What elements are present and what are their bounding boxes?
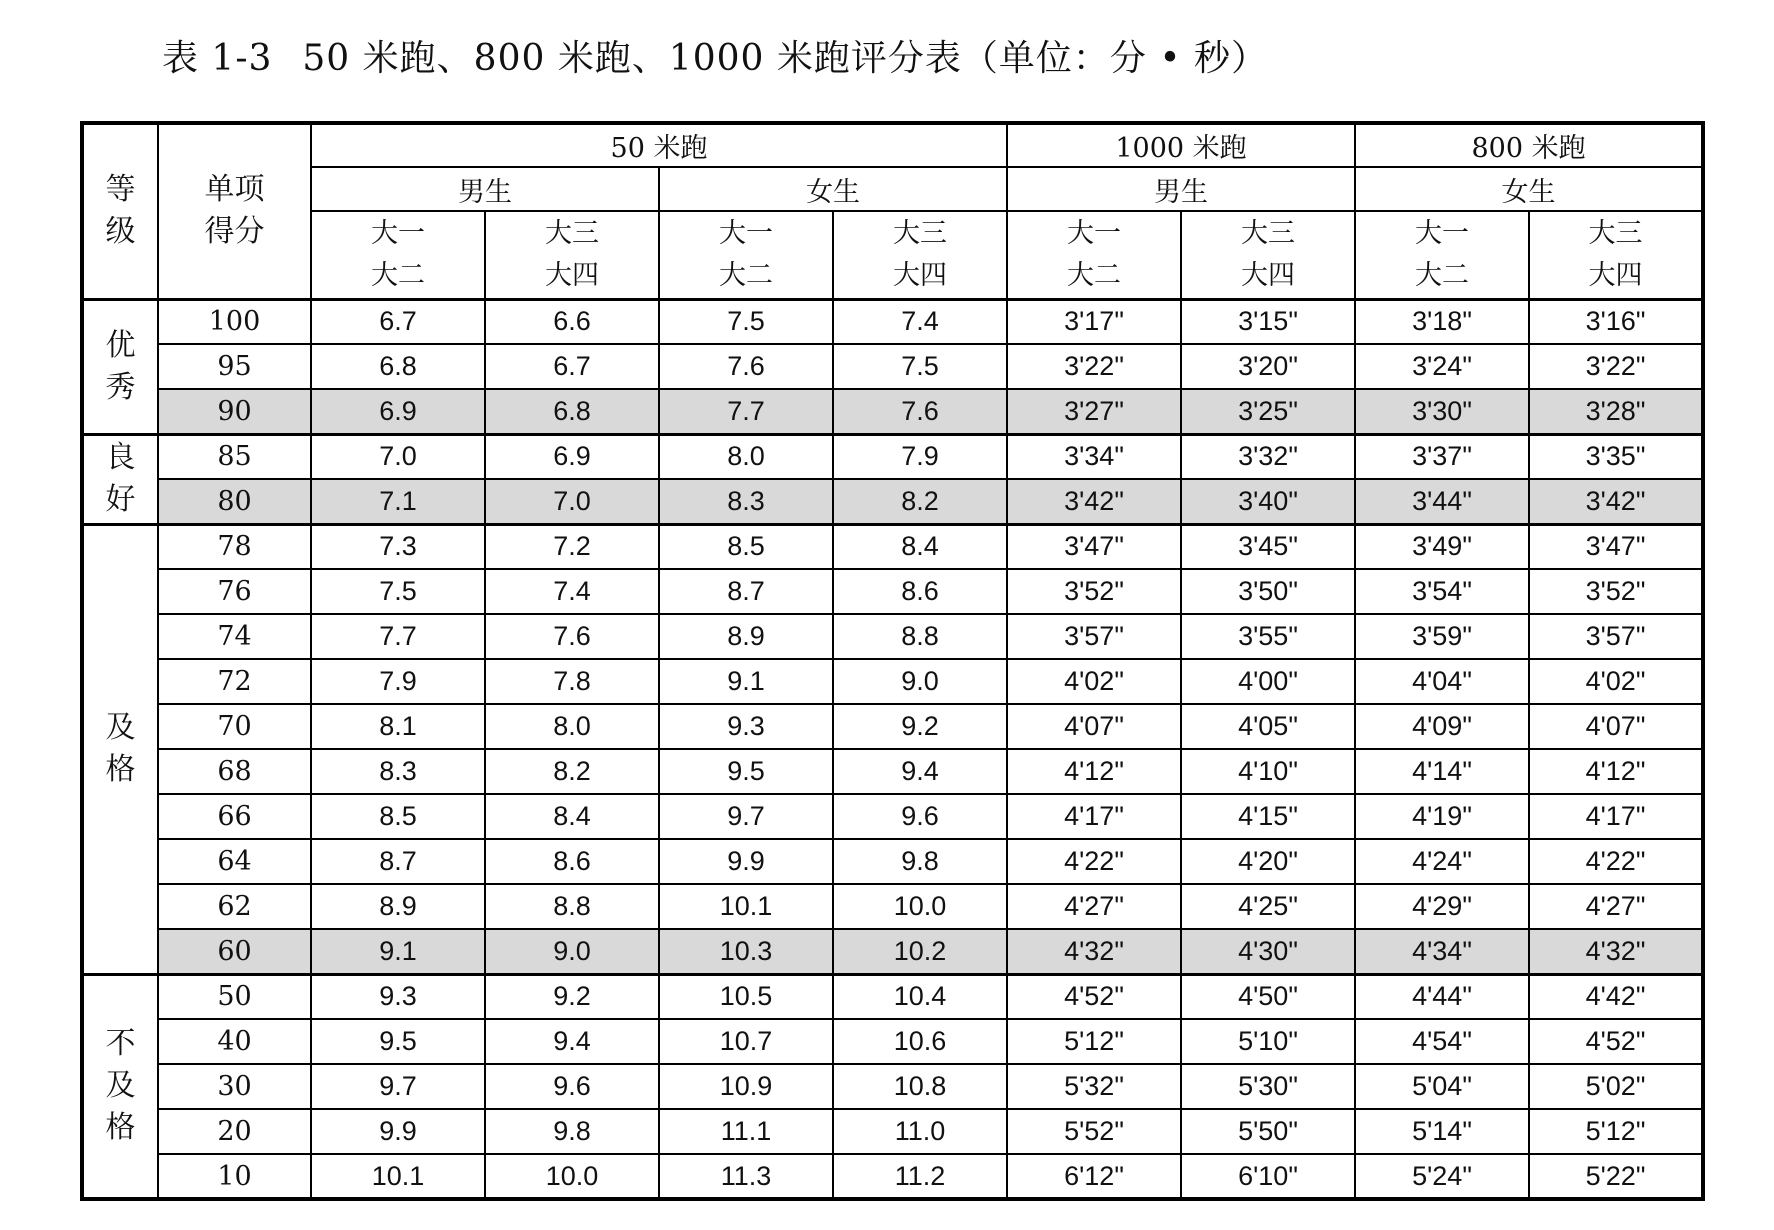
value-cell: 4'02" <box>1529 659 1703 704</box>
table-row <box>82 749 1703 794</box>
value-cell: 7.0 <box>485 479 659 524</box>
header-year-group: 大一 大二 <box>1355 211 1529 299</box>
value-cell: 8.4 <box>485 794 659 839</box>
value-cell: 3'50" <box>1181 569 1355 614</box>
value-cell: 7.6 <box>833 389 1007 434</box>
value-cell: 9.8 <box>833 839 1007 884</box>
score-cell: 74 <box>158 614 311 659</box>
value-cell: 3'20" <box>1181 344 1355 389</box>
value-cell: 8.2 <box>833 479 1007 524</box>
value-cell: 8.2 <box>485 749 659 794</box>
value-cell: 7.2 <box>485 524 659 569</box>
value-cell: 3'32" <box>1181 434 1355 479</box>
table-title: 50 米跑、800 米跑、1000 米跑评分表（单位：分 • 秒） <box>302 38 1268 79</box>
value-cell: 7.5 <box>311 569 485 614</box>
value-cell: 4'50" <box>1181 974 1355 1019</box>
value-cell: 4'02" <box>1007 659 1181 704</box>
value-cell: 8.4 <box>833 524 1007 569</box>
table-row <box>82 1019 1703 1064</box>
score-cell: 80 <box>158 479 311 524</box>
header-year-group: 大一 大二 <box>311 211 485 299</box>
value-cell: 3'37" <box>1355 434 1529 479</box>
value-cell: 5'30" <box>1181 1064 1355 1109</box>
value-cell: 11.1 <box>659 1109 833 1154</box>
value-cell: 5'14" <box>1355 1109 1529 1154</box>
value-cell: 9.9 <box>311 1109 485 1154</box>
value-cell: 3'34" <box>1007 434 1181 479</box>
score-cell: 50 <box>158 974 311 1019</box>
value-cell: 3'28" <box>1529 389 1703 434</box>
value-cell: 6'12" <box>1007 1154 1181 1199</box>
header-year-group: 大一 大二 <box>659 211 833 299</box>
value-cell: 10.8 <box>833 1064 1007 1109</box>
table-row <box>82 434 1703 479</box>
value-cell: 8.1 <box>311 704 485 749</box>
value-cell: 8.6 <box>485 839 659 884</box>
value-cell: 8.6 <box>833 569 1007 614</box>
score-table <box>80 121 1705 1201</box>
value-cell: 7.9 <box>833 434 1007 479</box>
value-cell: 3'18" <box>1355 299 1529 344</box>
value-cell: 4'09" <box>1355 704 1529 749</box>
value-cell: 3'40" <box>1181 479 1355 524</box>
table-row <box>82 614 1703 659</box>
value-cell: 10.2 <box>833 929 1007 974</box>
value-cell: 4'22" <box>1529 839 1703 884</box>
score-cell: 78 <box>158 524 311 569</box>
header-year-group: 大三 大四 <box>485 211 659 299</box>
value-cell: 7.0 <box>311 434 485 479</box>
table-number: 表 1-3 <box>161 38 273 79</box>
table-row <box>82 1064 1703 1109</box>
score-cell: 100 <box>158 299 311 344</box>
value-cell: 4'15" <box>1181 794 1355 839</box>
grade-label: 良 好 <box>82 434 158 524</box>
value-cell: 7.1 <box>311 479 485 524</box>
value-cell: 10.5 <box>659 974 833 1019</box>
value-cell: 4'32" <box>1529 929 1703 974</box>
header-gender: 男生 <box>1007 167 1355 211</box>
value-cell: 3'45" <box>1181 524 1355 569</box>
value-cell: 3'17" <box>1007 299 1181 344</box>
value-cell: 3'59" <box>1355 614 1529 659</box>
value-cell: 5'10" <box>1181 1019 1355 1064</box>
value-cell: 6.7 <box>485 344 659 389</box>
grade-label: 及 格 <box>82 524 158 974</box>
value-cell: 6.7 <box>311 299 485 344</box>
value-cell: 9.4 <box>833 749 1007 794</box>
value-cell: 10.7 <box>659 1019 833 1064</box>
value-cell: 9.5 <box>311 1019 485 1064</box>
value-cell: 8.3 <box>311 749 485 794</box>
table-caption <box>0 30 1430 81</box>
value-cell: 6.9 <box>485 434 659 479</box>
score-cell: 64 <box>158 839 311 884</box>
value-cell: 7.4 <box>833 299 1007 344</box>
value-cell: 10.3 <box>659 929 833 974</box>
value-cell: 11.3 <box>659 1154 833 1199</box>
value-cell: 3'24" <box>1355 344 1529 389</box>
header-year-group: 大三 大四 <box>1181 211 1355 299</box>
table-row <box>82 884 1703 929</box>
value-cell: 8.0 <box>485 704 659 749</box>
value-cell: 7.6 <box>659 344 833 389</box>
value-cell: 3'52" <box>1529 569 1703 614</box>
value-cell: 8.7 <box>311 839 485 884</box>
table-row <box>82 479 1703 524</box>
value-cell: 9.3 <box>659 704 833 749</box>
value-cell: 3'54" <box>1355 569 1529 614</box>
value-cell: 4'42" <box>1529 974 1703 1019</box>
value-cell: 4'54" <box>1355 1019 1529 1064</box>
header-gender: 男生 <box>311 167 659 211</box>
value-cell: 4'20" <box>1181 839 1355 884</box>
score-cell: 20 <box>158 1109 311 1154</box>
value-cell: 8.7 <box>659 569 833 614</box>
value-cell: 4'17" <box>1529 794 1703 839</box>
value-cell: 4'52" <box>1007 974 1181 1019</box>
value-cell: 4'17" <box>1007 794 1181 839</box>
value-cell: 7.7 <box>311 614 485 659</box>
value-cell: 4'07" <box>1529 704 1703 749</box>
value-cell: 10.6 <box>833 1019 1007 1064</box>
value-cell: 9.9 <box>659 839 833 884</box>
header-year-group: 大三 大四 <box>1529 211 1703 299</box>
header-row-years <box>82 211 1703 299</box>
value-cell: 4'27" <box>1529 884 1703 929</box>
value-cell: 5'12" <box>1007 1019 1181 1064</box>
value-cell: 3'57" <box>1007 614 1181 659</box>
score-cell: 60 <box>158 929 311 974</box>
header-year-group: 大三 大四 <box>833 211 1007 299</box>
value-cell: 4'19" <box>1355 794 1529 839</box>
score-cell: 95 <box>158 344 311 389</box>
value-cell: 3'27" <box>1007 389 1181 434</box>
score-cell: 76 <box>158 569 311 614</box>
value-cell: 3'35" <box>1529 434 1703 479</box>
value-cell: 4'27" <box>1007 884 1181 929</box>
header-row-events <box>82 123 1703 167</box>
value-cell: 8.5 <box>311 794 485 839</box>
value-cell: 5'52" <box>1007 1109 1181 1154</box>
score-cell: 68 <box>158 749 311 794</box>
value-cell: 8.5 <box>659 524 833 569</box>
value-cell: 7.5 <box>833 344 1007 389</box>
table-row <box>82 974 1703 1019</box>
value-cell: 9.4 <box>485 1019 659 1064</box>
score-cell: 10 <box>158 1154 311 1199</box>
value-cell: 3'42" <box>1007 479 1181 524</box>
grade-label: 优 秀 <box>82 299 158 434</box>
value-cell: 4'34" <box>1355 929 1529 974</box>
table-row <box>82 839 1703 884</box>
table-row <box>82 569 1703 614</box>
value-cell: 9.1 <box>311 929 485 974</box>
header-year-group: 大一 大二 <box>1007 211 1181 299</box>
score-cell: 62 <box>158 884 311 929</box>
value-cell: 4'10" <box>1181 749 1355 794</box>
value-cell: 3'42" <box>1529 479 1703 524</box>
value-cell: 9.7 <box>311 1064 485 1109</box>
value-cell: 9.1 <box>659 659 833 704</box>
value-cell: 5'04" <box>1355 1064 1529 1109</box>
value-cell: 9.6 <box>485 1064 659 1109</box>
value-cell: 9.2 <box>833 704 1007 749</box>
value-cell: 10.0 <box>485 1154 659 1199</box>
value-cell: 9.0 <box>485 929 659 974</box>
value-cell: 4'30" <box>1181 929 1355 974</box>
value-cell: 4'12" <box>1007 749 1181 794</box>
value-cell: 4'24" <box>1355 839 1529 884</box>
value-cell: 4'05" <box>1181 704 1355 749</box>
header-event-1000m: 1000 米跑 <box>1007 123 1355 167</box>
value-cell: 3'49" <box>1355 524 1529 569</box>
table-row <box>82 704 1703 749</box>
table-row <box>82 794 1703 839</box>
value-cell: 7.7 <box>659 389 833 434</box>
value-cell: 4'07" <box>1007 704 1181 749</box>
value-cell: 10.4 <box>833 974 1007 1019</box>
value-cell: 3'44" <box>1355 479 1529 524</box>
value-cell: 9.3 <box>311 974 485 1019</box>
grade-label: 不 及 格 <box>82 974 158 1199</box>
value-cell: 3'22" <box>1529 344 1703 389</box>
value-cell: 3'25" <box>1181 389 1355 434</box>
value-cell: 9.6 <box>833 794 1007 839</box>
header-row-genders <box>82 167 1703 211</box>
value-cell: 3'30" <box>1355 389 1529 434</box>
value-cell: 4'12" <box>1529 749 1703 794</box>
value-cell: 4'52" <box>1529 1019 1703 1064</box>
value-cell: 8.9 <box>311 884 485 929</box>
value-cell: 10.1 <box>311 1154 485 1199</box>
value-cell: 8.3 <box>659 479 833 524</box>
header-event-50m: 50 米跑 <box>311 123 1007 167</box>
value-cell: 3'55" <box>1181 614 1355 659</box>
score-cell: 40 <box>158 1019 311 1064</box>
value-cell: 11.0 <box>833 1109 1007 1154</box>
value-cell: 7.6 <box>485 614 659 659</box>
table-row <box>82 524 1703 569</box>
score-cell: 85 <box>158 434 311 479</box>
score-cell: 90 <box>158 389 311 434</box>
value-cell: 8.8 <box>485 884 659 929</box>
value-cell: 10.9 <box>659 1064 833 1109</box>
value-cell: 6.8 <box>485 389 659 434</box>
value-cell: 9.7 <box>659 794 833 839</box>
value-cell: 3'52" <box>1007 569 1181 614</box>
value-cell: 7.4 <box>485 569 659 614</box>
table-row <box>82 1109 1703 1154</box>
value-cell: 3'16" <box>1529 299 1703 344</box>
header-gender: 女生 <box>1355 167 1703 211</box>
value-cell: 5'12" <box>1529 1109 1703 1154</box>
score-cell: 66 <box>158 794 311 839</box>
value-cell: 7.8 <box>485 659 659 704</box>
value-cell: 7.5 <box>659 299 833 344</box>
header-score: 单项 得分 <box>158 123 311 299</box>
header-gender: 女生 <box>659 167 1007 211</box>
value-cell: 4'25" <box>1181 884 1355 929</box>
value-cell: 5'50" <box>1181 1109 1355 1154</box>
value-cell: 11.2 <box>833 1154 1007 1199</box>
value-cell: 3'47" <box>1007 524 1181 569</box>
score-cell: 30 <box>158 1064 311 1109</box>
value-cell: 8.8 <box>833 614 1007 659</box>
value-cell: 10.1 <box>659 884 833 929</box>
score-cell: 70 <box>158 704 311 749</box>
value-cell: 3'22" <box>1007 344 1181 389</box>
score-cell: 72 <box>158 659 311 704</box>
value-cell: 5'02" <box>1529 1064 1703 1109</box>
value-cell: 4'29" <box>1355 884 1529 929</box>
value-cell: 4'32" <box>1007 929 1181 974</box>
value-cell: 9.8 <box>485 1109 659 1154</box>
value-cell: 5'32" <box>1007 1064 1181 1109</box>
value-cell: 4'44" <box>1355 974 1529 1019</box>
header-grade: 等 级 <box>82 123 158 299</box>
value-cell: 6.9 <box>311 389 485 434</box>
table-row <box>82 389 1703 434</box>
value-cell: 9.5 <box>659 749 833 794</box>
value-cell: 10.0 <box>833 884 1007 929</box>
table-row <box>82 299 1703 344</box>
value-cell: 7.3 <box>311 524 485 569</box>
value-cell: 4'00" <box>1181 659 1355 704</box>
value-cell: 4'22" <box>1007 839 1181 884</box>
value-cell: 4'04" <box>1355 659 1529 704</box>
table-row <box>82 1154 1703 1199</box>
value-cell: 8.9 <box>659 614 833 659</box>
value-cell: 6'10" <box>1181 1154 1355 1199</box>
value-cell: 3'47" <box>1529 524 1703 569</box>
value-cell: 3'15" <box>1181 299 1355 344</box>
table-row <box>82 659 1703 704</box>
header-event-800m: 800 米跑 <box>1355 123 1703 167</box>
table-row <box>82 344 1703 389</box>
value-cell: 6.6 <box>485 299 659 344</box>
value-cell: 7.9 <box>311 659 485 704</box>
value-cell: 6.8 <box>311 344 485 389</box>
value-cell: 9.0 <box>833 659 1007 704</box>
value-cell: 4'14" <box>1355 749 1529 794</box>
value-cell: 3'57" <box>1529 614 1703 659</box>
value-cell: 8.0 <box>659 434 833 479</box>
value-cell: 9.2 <box>485 974 659 1019</box>
value-cell: 5'24" <box>1355 1154 1529 1199</box>
table-row <box>82 929 1703 974</box>
value-cell: 5'22" <box>1529 1154 1703 1199</box>
